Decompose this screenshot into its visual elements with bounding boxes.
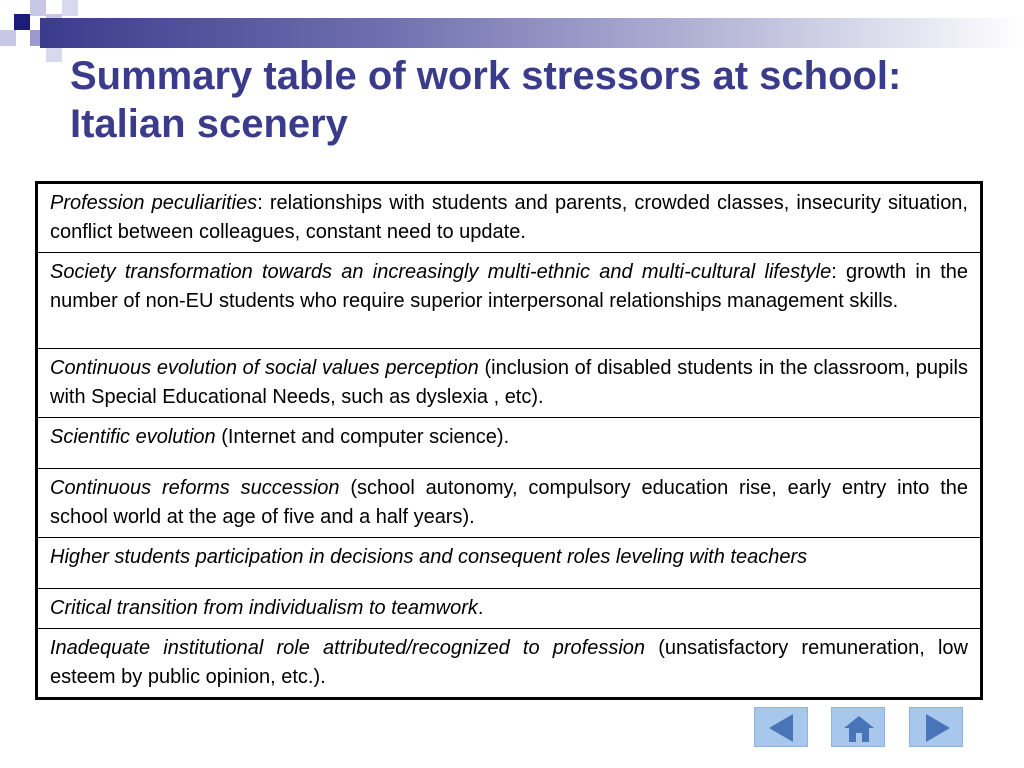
header-gradient-bar: [40, 18, 1024, 48]
stressor-cell: [37, 538, 982, 589]
triangle-left-icon: [755, 708, 809, 748]
home-button[interactable]: [831, 707, 885, 747]
corner-square-light: [0, 30, 16, 46]
back-button[interactable]: [754, 707, 808, 747]
corner-square-dark: [14, 14, 30, 30]
stressor-cell: [37, 589, 982, 629]
stressor-cell: [37, 349, 982, 418]
table-row: [37, 469, 982, 538]
forward-button[interactable]: [909, 707, 963, 747]
stressor-category: Society transformation towards an increasingly multi-ethnic and multi-cultural lifestyle: [50, 261, 832, 283]
triangle-right-icon: [910, 708, 964, 748]
table-row: [37, 418, 982, 469]
stressor-category: Critical transition from individualism to teamwork: [50, 597, 478, 619]
table-row: [37, 349, 982, 418]
stressor-cell: [37, 418, 982, 469]
corner-square-light: [46, 46, 62, 62]
corner-square-light: [62, 0, 78, 16]
table-row: [37, 538, 982, 589]
stressors-table: [35, 181, 983, 700]
stressor-description: : relationships with students and parents, crowded classes, insecurity situation, conflict between colleagues, constant need to update.: [50, 192, 968, 243]
corner-square-light: [30, 0, 46, 16]
stressor-cell: [37, 253, 982, 349]
stressor-cell: [37, 183, 982, 253]
table-row: [37, 589, 982, 629]
stressor-description: .: [477, 597, 484, 619]
slide-title: Summary table of work stressors at school: Italian scenery: [70, 54, 902, 146]
table-row: [37, 629, 982, 699]
stressor-category: Inadequate institutional role attributed/recognized to profession: [50, 637, 646, 659]
stressor-category: Continuous evolution of social values perception: [50, 357, 479, 379]
stressor-description: : growth in the number of non-EU students who require superior interpersonal relationships management skills.: [50, 261, 968, 312]
stressor-description: (unsatisfactory remuneration, low esteem by public opinion, etc.).: [50, 637, 968, 688]
table-row: [37, 183, 982, 253]
stressor-description: (school autonomy, compulsory education rise, early entry into the school world at the age of five and a half years).: [50, 477, 969, 528]
stressor-description: (Internet and computer science).: [215, 426, 510, 448]
stressor-cell: [37, 469, 982, 538]
house-icon: [832, 708, 886, 748]
stressor-category: Profession peculiarities: [50, 192, 258, 214]
stressor-category: Higher students participation in decisions and consequent roles leveling with teachers: [50, 546, 808, 568]
stressor-description: (inclusion of disabled students in the classroom, pupils with Special Educational Needs, such as dyslexia , etc).: [50, 357, 968, 408]
stressor-category: Continuous reforms succession: [50, 477, 340, 499]
stressor-category: Scientific evolution: [50, 426, 216, 448]
table-row: [37, 253, 982, 349]
stressor-cell: [37, 629, 982, 699]
